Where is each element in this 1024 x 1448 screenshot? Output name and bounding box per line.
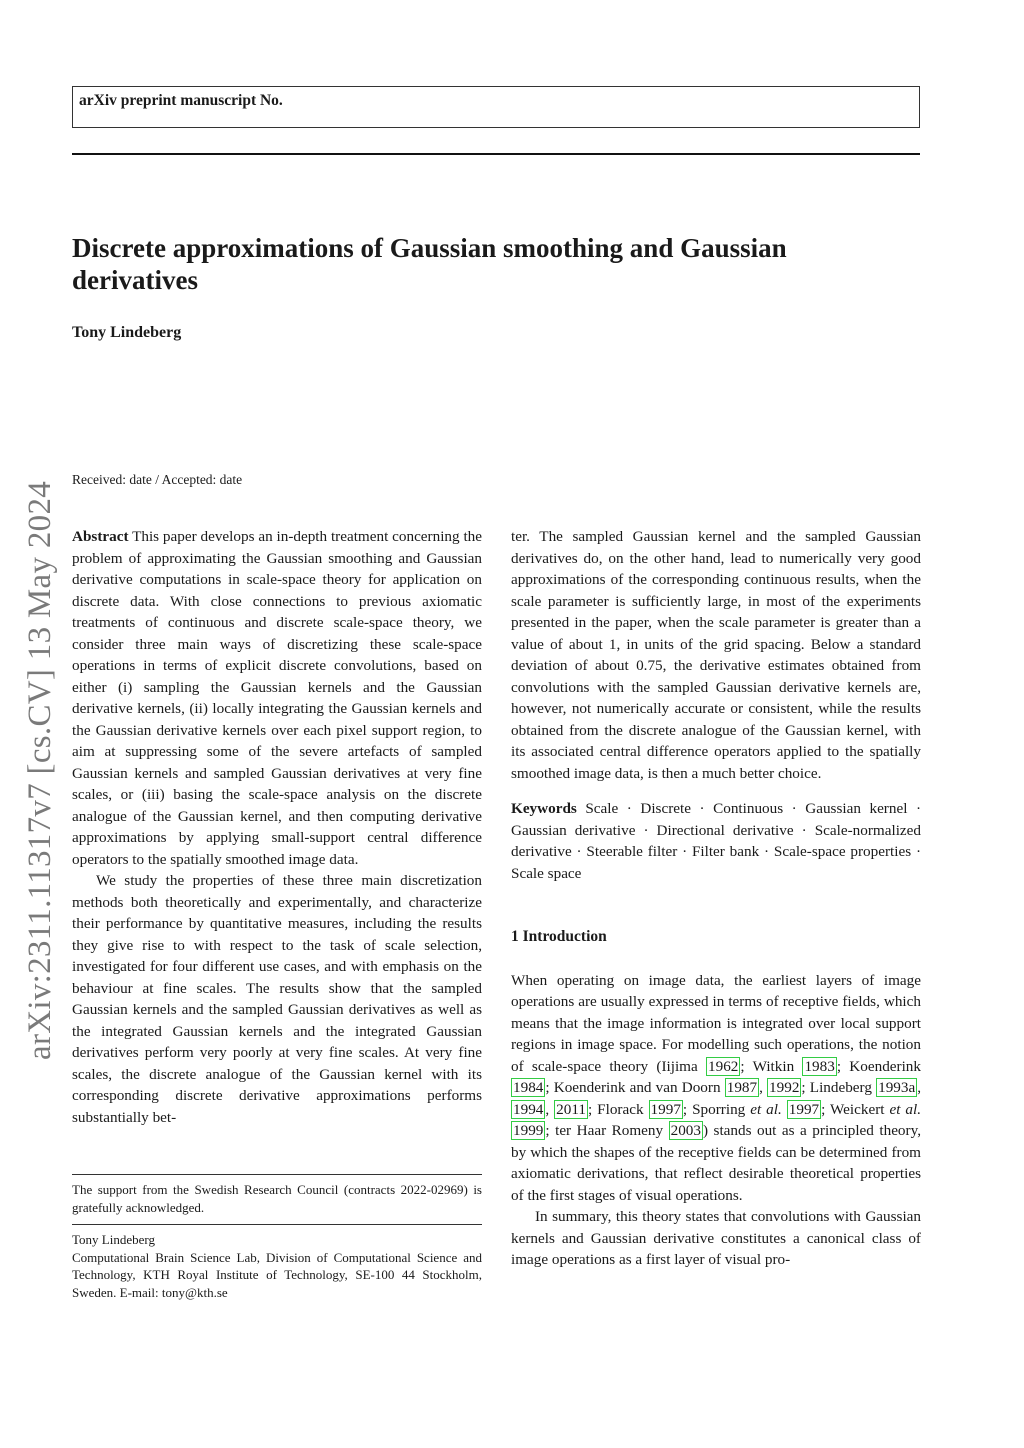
left-column: [72, 526, 482, 1128]
footnote-affiliation: Computational Brain Science Lab, Division of Computational Science and Technology, KTH Royal Institute of Technology, SE-100 44 Stockholm, Sweden. E-mail: tony@kth.se: [72, 1249, 482, 1300]
intro-text: ; Witkin: [740, 1057, 803, 1075]
intro-text: ,: [917, 1079, 922, 1096]
footnote-area: [72, 1174, 482, 1301]
citation-link[interactable]: 1997: [650, 1100, 681, 1118]
abstract-text-2: We study the properties of these three main discretization methods both theoretically and experimentally, and characterize their performance by quantitative measures, including the results they give rise to with respect to the task of scale selection, investigated for four different use cases, and with emphasis on the behaviour at fine scales. The results show that the sampled Gaussian kernels and the sampled Gaussian derivatives as well as the integrated Gaussian kernels and the integrated Gaussian derivatives perform very poorly at very fine scales. At very fine scales, the discrete analogue of the Gaussian kernel with its corresponding discrete derivative approximations performs substantially bet-: [72, 872, 482, 1126]
intro-text-italic: et al.: [889, 1100, 922, 1118]
abstract-text-1: This paper develops an in-depth treatment concerning the problem of approximating the Gaussian smoothing and Gaussian derivative computations in scale-space theory for application on discrete data. With close connections to previous axiomatic treatments of continuous and discrete scale-space theory, we consider three main ways of discretizing these scale-space operations in terms of explicit discrete convolutions, based on either (i) sampling the Gaussian kernels and the Gaussian derivative kernels, (ii) locally integrating the Gaussian kernels and the Gaussian derivative kernels over each pixel support region, to aim at suppressing some of the severe artefacts of sampled Gaussian kernels and sampled Gaussian derivatives at very fine scales, or (iii) basing the scale-space analysis on the discrete analogue of the Gaussian kernel, and then computing derivative approximations by applying small-support central difference operators to the spatially smoothed image data.: [72, 528, 483, 868]
intro-paragraph-1: [511, 970, 921, 1207]
citation-link[interactable]: 1999: [513, 1122, 544, 1139]
citation-link[interactable]: 1987: [726, 1079, 758, 1096]
citation-link[interactable]: 2003: [670, 1122, 701, 1139]
abstract-label: Abstract: [72, 528, 129, 545]
keywords-text: Scale · Discrete · Continuous · Gaussian kernel · Gaussian derivative · Directional derivative · Scale-normalized derivative · Steerable filter · Filter bank · Scale-space properties · Scale space: [511, 800, 922, 882]
received-line: Received: date / Accepted: date: [72, 472, 243, 487]
intro-text: When operating on image data, the earliest layers of image operations are usually expressed in terms of receptive fields, which means that the image information is integrated over local support regions in image space. For modelling such operations, the notion of scale-space theory (Iijima: [511, 971, 921, 1075]
right-column: [511, 526, 921, 1271]
intro-text: ; Lindeberg: [801, 1079, 877, 1096]
intro-text: ; Weickert: [821, 1100, 890, 1118]
citation-link[interactable]: 1983: [804, 1057, 835, 1075]
footnote-author: Tony Lindeberg: [72, 1232, 155, 1247]
citation-link[interactable]: 1997: [788, 1100, 820, 1118]
manuscript-label: arXiv preprint manuscript No.: [79, 92, 283, 109]
intro-text: ,: [545, 1100, 555, 1118]
keywords-label: Keywords: [511, 800, 577, 817]
citation-link[interactable]: 1992: [769, 1079, 800, 1096]
header-rule: [72, 153, 920, 155]
keywords-paragraph: [511, 798, 921, 884]
abstract-paragraph-2: [72, 870, 482, 1128]
citation-link[interactable]: 2011: [556, 1100, 586, 1118]
intro-text: ; Sporring: [682, 1100, 751, 1118]
arxiv-side-stamp: arXiv:2311.11317v7 [cs.CV] 13 May 2024: [22, 480, 58, 1060]
citation-link[interactable]: 1994: [513, 1100, 544, 1118]
citation-link[interactable]: 1962: [708, 1057, 739, 1075]
intro-text: ) stands out as a principled theory, by which the shapes of the receptive fields can be determined from axiomatic derivations, that reflect desirable theoretical properties of the first stages of visual operations.: [511, 1122, 921, 1204]
funding-note: The support from the Swedish Research Council (contracts 2022-02969) is gratefully acknowledged.: [72, 1182, 482, 1215]
abstract-continuation: [511, 526, 921, 784]
footnote-rule: [72, 1174, 482, 1175]
intro-text-italic: et al.: [750, 1100, 782, 1118]
intro-text: ; Florack: [587, 1100, 649, 1118]
citation-link[interactable]: 1984: [513, 1079, 544, 1096]
intro-text: ; Koenderink and van Doorn: [545, 1079, 725, 1096]
intro-text: ; Koenderink: [836, 1057, 921, 1075]
manuscript-header-box: [72, 86, 920, 128]
author-name: Tony Lindeberg: [72, 324, 182, 341]
footnote-rule-2: [72, 1224, 482, 1225]
intro-paragraph-2: In summary, this theory states that convolutions with Gaussian kernels and Gaussian derivative constitutes a canonical class of image operations as a first layer of visual pro-: [511, 1208, 921, 1268]
paper-title: Discrete approximations of Gaussian smoothing and Gaussian derivatives: [72, 233, 787, 295]
abstract-paragraph-1: [72, 526, 482, 870]
section-heading-introduction: 1 Introduction: [511, 928, 607, 945]
intro-text: ; ter Haar Romeny: [545, 1122, 669, 1139]
citation-link[interactable]: 1993a: [878, 1079, 916, 1096]
abstract-text-continued: ter. The sampled Gaussian kernel and the sampled Gaussian derivatives do, on the other hand, lead to numerically very good approximations of the corresponding continuous results, when the scale parameter is sufficiently large, in most of the experiments presented in the paper, when the scale parameter is greater than a value of about 1, in units of the grid spacing. Below a standard deviation of about 0.75, the derivative estimates obtained from convolutions with the sampled Gaussian derivative kernels are, however, not numerically accurate or consistent, while the results obtained from the discrete analogue of the Gaussian kernel, with its associated central difference operators applied to the spatially smoothed image data, is then a much better choice.: [511, 528, 921, 782]
intro-text: ,: [759, 1079, 768, 1096]
